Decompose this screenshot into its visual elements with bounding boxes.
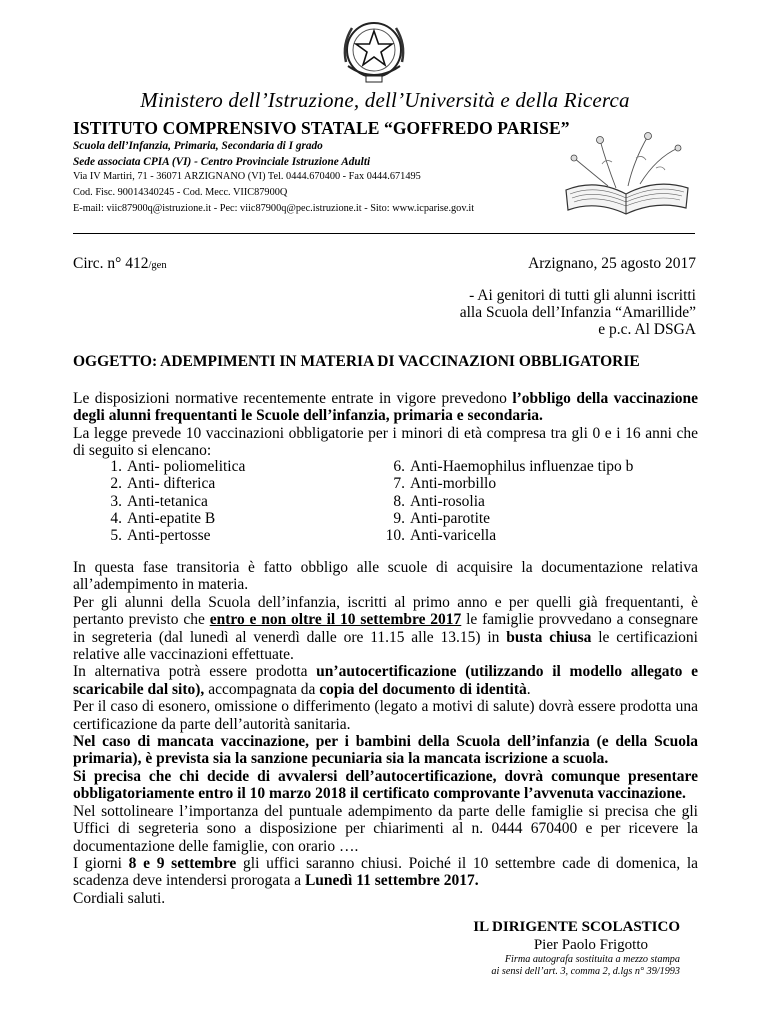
sanction-emphasis: Nel caso di mancata vaccinazione, per i bambini della Scuola dell’infanzia (e della Scuola primaria), è prevista sia la sanzione pecuniaria sia la mancata iscrizione a scuola. [73, 733, 698, 768]
text-run: Per gli alunni della Scuola dell’infanzia, iscritti al primo anno e per quelli già frequentanti, è pertanto previsto che [73, 593, 698, 629]
recipient-line-1: - Ai genitori di tutti gli alunni iscritti [469, 287, 696, 304]
signer-name: Pier Paolo Frigotto [533, 937, 648, 953]
signer-role: IL DIRIGENTE SCOLASTICO [473, 919, 680, 935]
vaccine-list-right [379, 458, 633, 544]
recipient-line-3: e p.c. Al DSGA [598, 321, 696, 338]
open-book-logo-icon [556, 128, 696, 228]
list-item [379, 527, 633, 544]
school-address: Via IV Martiri, 71 - 36071 ARZIGNANO (VI) Tel. 0444.670400 - Fax 0444.671495 [73, 171, 421, 182]
intro-section [73, 390, 698, 460]
text-run: In alternativa potrà essere prodotta [73, 663, 317, 681]
intro-paragraph-1 [73, 390, 698, 425]
list-item [379, 458, 633, 475]
paragraph-deadline [73, 594, 698, 664]
list-item [96, 493, 245, 510]
extended-deadline-emphasis: Lunedì 11 settembre 2017. [304, 872, 479, 890]
list-item [379, 493, 633, 510]
list-item [96, 475, 245, 492]
list-item [379, 475, 633, 492]
list-number: 1. [110, 458, 122, 475]
recipient-line-2: alla Scuola dell’Infanzia “Amarillide” [459, 304, 696, 321]
vaccine-name: Anti-varicella [410, 527, 497, 545]
ministry-name: Ministero dell’Istruzione, dell’Università e della Ricerca [140, 88, 630, 112]
list-number: 5. [110, 527, 122, 545]
list-number: 10. [385, 527, 405, 545]
list-item [96, 458, 245, 475]
intro-bold: l’obbligo della vaccinazione degli alunni frequentanti le Scuole dell’infanzia, primaria e secondaria. [73, 390, 698, 425]
sealed-envelope-emphasis: busta chiusa [506, 628, 592, 646]
list-number: 6. [393, 458, 405, 475]
text-run: I giorni [73, 854, 129, 872]
signature-block [440, 918, 680, 978]
list-number: 9. [393, 509, 405, 527]
paragraph-certificate-deadline [73, 768, 698, 803]
paragraph-self-certification [73, 663, 698, 698]
certificate-emphasis: Si precisa che chi decide di avvalersi dell’autocertificazione, dovrà comunque presentare obbligatoriamente entro il 10 marzo 2018 il certificato comprovante l’avvenuta vaccinazione. [73, 767, 698, 803]
circular-suffix: /gen [148, 260, 167, 271]
vaccine-name: Anti-rosolia [410, 492, 485, 510]
paragraph-closure [73, 855, 698, 890]
paragraph-missing-vaccination [73, 733, 698, 768]
recipients [460, 287, 696, 338]
list-number: 4. [110, 509, 122, 527]
list-number: 2. [110, 475, 122, 493]
signature-note-2: ai sensi dell’art. 3, comma 2, d.lgs n° 39/1993 [491, 966, 680, 977]
circular-number [73, 255, 167, 273]
intro-paragraph-2: La legge prevede 10 vaccinazioni obbligatorie per i minori di età compresa tra gli 0 e i 16 anni che di seguito si elencano: [73, 424, 698, 460]
vaccine-name: Anti- poliomelitica [127, 458, 246, 475]
vaccine-name: Anti-pertosse [127, 527, 211, 545]
main-body [73, 559, 698, 907]
republic-emblem-icon [336, 14, 412, 90]
id-copy-emphasis: copia del documento di identità [319, 680, 527, 698]
text-run: gli uffici saranno chiusi. Poiché il 10 settembre cade di domenica, la scadenza deve intendersi prorogata a [73, 854, 699, 890]
list-item [379, 510, 633, 527]
signature-note-1: Firma autografa sostituita a mezzo stampa [504, 954, 680, 965]
paragraph-transitional: In questa fase transitoria è fatto obbligo alle scuole di acquisire la documentazione relativa all’adempimento in materia. [73, 559, 698, 594]
school-branch: Sede associata CPIA (VI) - Centro Provinciale Istruzione Adulti [73, 156, 371, 168]
list-item [96, 527, 245, 544]
self-cert-emphasis: un’autocertificazione (utilizzando il modello allegato e scaricabile dal sito), [73, 663, 699, 698]
school-levels: Scuola dell’Infanzia, Primaria, Secondaria di I grado [73, 140, 323, 152]
closure-dates-emphasis: 8 e 9 settembre [128, 854, 237, 872]
circular-date: Arzignano, 25 agosto 2017 [528, 255, 696, 272]
paragraph-office-hours: Nel sottolineare l’importanza del puntuale adempimento da parte delle famiglie si precisa che gli Uffici di segreteria sono a disposizione per chiarimenti al n. 0444 670400 e per ricevere la documentazione delle famiglie, con orario …. [73, 802, 698, 855]
school-contacts: E-mail: viic87900q@istruzione.it - Pec: viic87900q@pec.istruzione.it - Sito: www.icparise.gov.it [73, 203, 475, 214]
closing-greeting: Cordiali saluti. [73, 889, 166, 907]
vaccine-name: Anti-parotite [410, 509, 491, 527]
vaccine-list-left [96, 458, 245, 544]
deadline-emphasis: entro e non oltre il 10 settembre 2017 [209, 611, 462, 629]
vaccine-name: Anti-Haemophilus influenzae tipo b [410, 458, 634, 475]
intro-text: Le disposizioni normative recentemente entrate in vigore prevedono [73, 390, 513, 407]
text-run: accompagnata da [204, 680, 320, 698]
list-number: 8. [393, 492, 405, 510]
text-run: le certificazioni relative alle vaccinazioni effettuate. [73, 628, 698, 664]
text-run: le famiglie provvedano a consegnare in segreteria (dal lunedì al venerdì dalle ore 11.15 alle 13.15) in [73, 611, 698, 646]
vaccine-name: Anti- difterica [127, 475, 216, 493]
subject-line: OGGETTO: ADEMPIMENTI IN MATERIA DI VACCINAZIONI OBBLIGATORIE [73, 353, 640, 370]
vaccine-name: Anti-epatite B [127, 509, 216, 527]
circular-label: Circ. n° 412 [73, 255, 149, 272]
paragraph-exemption: Per il caso di esonero, omissione o differimento (legato a motivi di salute) dovrà essere prodotta una certificazione da parte dell’autorità sanitaria. [73, 698, 698, 733]
vaccine-name: Anti-tetanica [127, 492, 208, 510]
text-run: . [526, 680, 531, 698]
vaccine-name: Anti-morbillo [410, 475, 497, 493]
school-header [73, 118, 593, 217]
header-divider [73, 233, 695, 234]
list-number: 7. [393, 475, 405, 493]
list-number: 3. [110, 492, 122, 510]
school-codes: Cod. Fisc. 90014340245 - Cod. Mecc. VIIC87900Q [73, 187, 288, 198]
list-item [96, 510, 245, 527]
school-name: ISTITUTO COMPRENSIVO STATALE “GOFFREDO PARISE” [73, 118, 570, 138]
